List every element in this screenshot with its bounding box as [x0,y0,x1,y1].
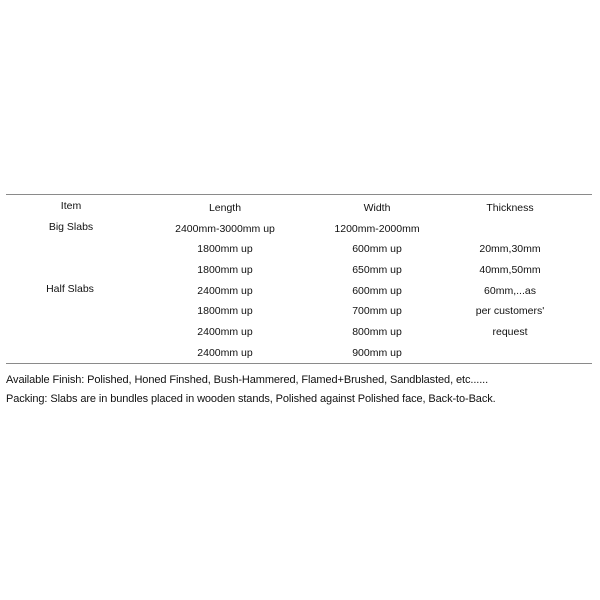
length-cell: 2400mm up [197,326,253,338]
packing-note: Packing: Slabs are in bundles placed in wooden stands, Polished against Polished face, Back-to-Back. [6,393,496,405]
specification-table [6,194,592,364]
width-cell: 650mm up [352,264,402,276]
length-cell: 1800mm up [197,264,253,276]
width-cell: 600mm up [352,285,402,297]
header-length: Length [208,202,242,214]
thickness-cell: request [492,326,528,338]
header-width: Width [363,202,391,214]
width-cell: 600mm up [352,243,402,255]
header-item: Item [60,200,82,212]
available-finish-note: Available Finish: Polished, Honed Finshed, Bush-Hammered, Flamed+Brushed, Sandblasted, etc...... [6,374,489,386]
item-big-slabs: Big Slabs [48,221,94,233]
length-cell: 1800mm up [197,305,253,317]
thickness-cell: 40mm,50mm [479,264,541,276]
length-cell: 2400mm up [197,285,253,297]
width-cell: 900mm up [352,347,402,359]
width-cell: 700mm up [352,305,402,317]
thickness-cell: per customers' [475,305,545,317]
thickness-cell: 60mm,...as [484,285,536,297]
width-cell: 800mm up [352,326,402,338]
item-half-slabs: Half Slabs [46,283,94,295]
width-cell: 1200mm-2000mm [334,223,420,235]
thickness-cell: 20mm,30mm [479,243,541,255]
header-thickness: Thickness [486,202,534,214]
length-cell: 2400mm-3000mm up [175,223,275,235]
length-cell: 1800mm up [197,243,253,255]
length-cell: 2400mm up [197,347,253,359]
